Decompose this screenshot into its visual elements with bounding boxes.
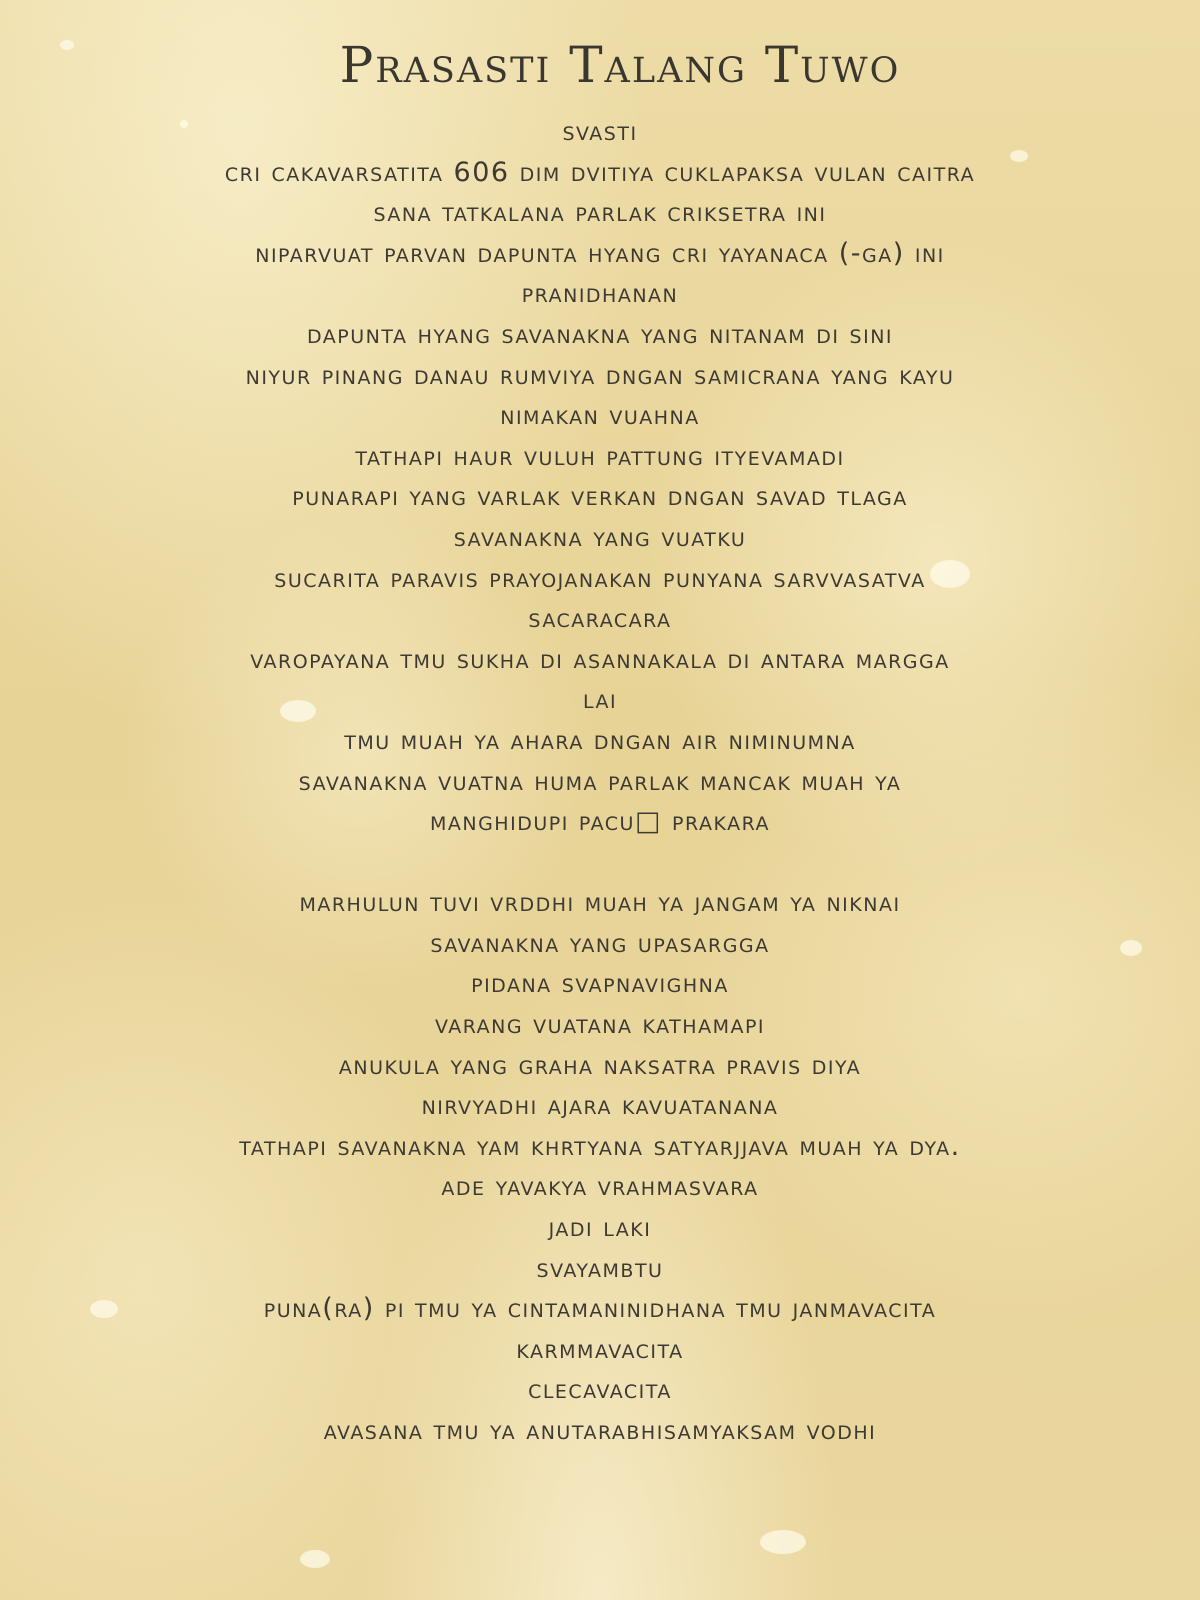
text-line: varopayana tmu sukha di asannakala di antara margga — [250, 643, 950, 675]
text-line: dapunta hyang savanakna yang nitanam di sini — [306, 318, 894, 350]
text-line: varang vuatana kathamapi — [434, 1009, 766, 1041]
text-line: puna(ra) pi tmu ya cintamaninidhana tmu janmavacita — [263, 1293, 937, 1325]
text-line: avasana tmu ya anutarabhisamyaksam vodhi — [323, 1415, 877, 1446]
text-line: pidana svapnavighna — [471, 968, 729, 1000]
text-line: nimakan vuahna — [500, 400, 700, 432]
text-line: sacaracara — [528, 603, 672, 635]
text-line: savanakna vuatna huma parlak mancak muah ya — [298, 765, 902, 797]
text-line: niyur pinang danau rumviya dngan samicrana yang kayu — [245, 359, 955, 391]
text-line: cri cakavarsatita 606 dim dvitiya cuklapaksa vulan caitra — [224, 156, 976, 188]
text-line: clecavacita — [528, 1374, 672, 1406]
text-line: lai — [582, 684, 618, 716]
text-line: tmu muah ya ahara dngan air niminumna — [344, 724, 856, 756]
text-line: nirvyadhi ajara kavuatanana — [421, 1090, 779, 1122]
text-line: punarapi yang varlak verkan dngan savad tlaga — [292, 481, 908, 513]
text-line: savanakna yang vuatku — [453, 521, 747, 553]
inscription-text — [0, 112, 1200, 1452]
page-title: Prasasti Talang Tuwo — [339, 36, 901, 94]
text-line: jadi laki — [548, 1212, 652, 1244]
text-line: manghidupi pacu□ prakara — [429, 806, 770, 838]
blank-line — [0, 843, 1200, 884]
text-line: karmmavacita — [516, 1333, 684, 1365]
text-line: sana tatkalana parlak criksetra ini — [373, 197, 827, 229]
text-line: tathapi savanakna yam khrtyana satyarjjava muah ya dya. — [239, 1130, 961, 1162]
text-line: sucarita paravis prayojanakan punyana sarvvasatva — [274, 562, 926, 594]
text-line: niparvuat parvan dapunta hyang cri yayanaca (-ga) ini — [255, 237, 945, 269]
text-line: marhulun tuvi vrddhi muah ya jangam ya niknai — [299, 887, 901, 919]
text-line: tathapi haur vuluh pattung ityevamadi — [355, 440, 845, 472]
text-line: anukula yang graha naksatra pravis diya — [338, 1049, 862, 1081]
text-line: ade yavakya vrahmasvara — [441, 1171, 759, 1203]
text-line: pranidhanan — [521, 278, 679, 310]
text-line: savanakna yang upasargga — [430, 927, 770, 959]
text-line: svasti — [562, 116, 638, 147]
text-line: svayambtu — [536, 1252, 664, 1284]
